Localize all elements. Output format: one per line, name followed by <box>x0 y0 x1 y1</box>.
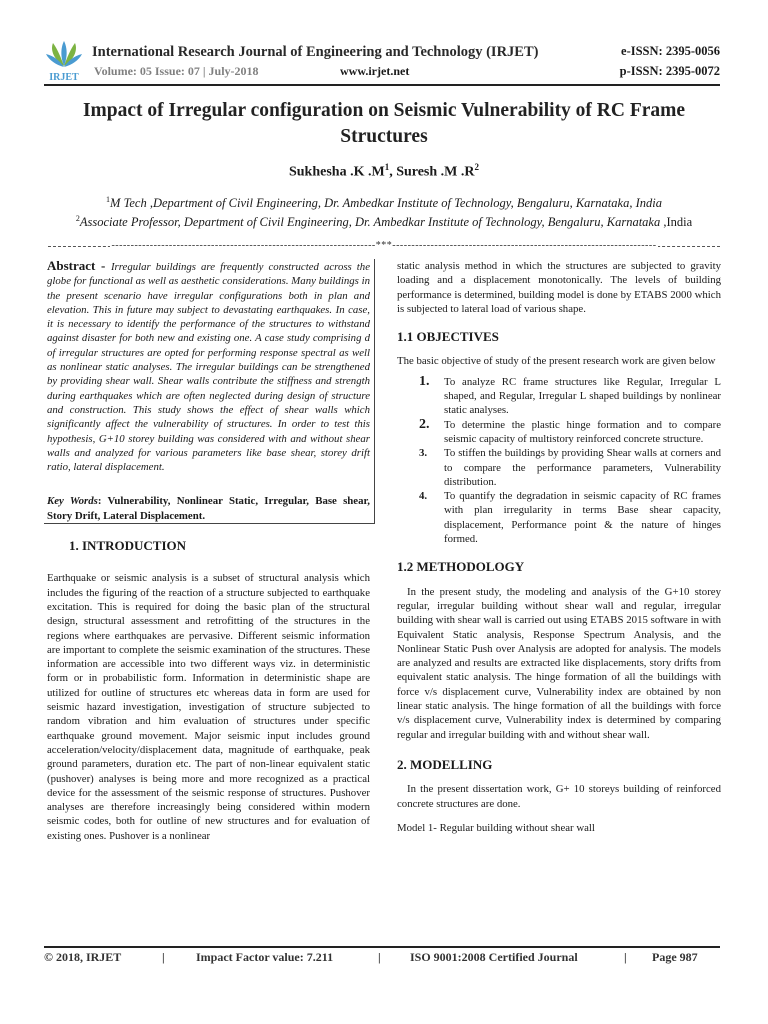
list-item: 2. To determine the plastic hinge formation and to compare seismic capacity of multistory reinforced concrete structure. <box>419 416 721 445</box>
author-1-sup: 1 <box>384 162 390 172</box>
list-item: 1. To analyze RC frame structures like Regular, Irregular L shaped, and Regular, Irregular L shaped buildings by nonlinear static analyses. <box>419 373 721 417</box>
affiliation-2: $^2$Associate Professor, Department of Civil Engineering, Dr. Ambedkar Institute of Technology, Bengaluru, Karnataka ,India <box>75 214 693 230</box>
abstract <box>47 259 370 474</box>
affiliation-1: $^1$M Tech ,Department of Civil Engineering, Dr. Ambedkar Institute of Technology, Bengaluru, Karnataka, India <box>106 195 662 211</box>
author-2-sup: 2 <box>474 162 479 172</box>
objectives-heading: 1.1 OBJECTIVES <box>397 329 499 345</box>
footer-rule <box>44 946 720 948</box>
model-1-caption: Model 1- Regular building without shear wall <box>397 821 595 834</box>
modelling-heading: 2. MODELLING <box>397 756 493 772</box>
affiliations <box>60 192 708 230</box>
intro-text: Earthquake or seismic analysis is a subset of structural analysis which includes the figuring of the reaction of a structure subjected to earthquake excitation. This is required for doing the basic plan of the structural design, structural assessment and retrofitting of the structures in the regions where earthquakes are pervasive. Different seismic information are important to complete the seismic examination of the structures. These information are accessible into two different ways viz. in deterministic form or in probabilistic form. Information in deterministic shape are utilized for outline of structures etc whereas data in form are used for seismic hazard investigation, investigation of structure subjected to random vibration and him evaluation of structures under specific earthquake ground movement. Major seismic input includes ground acceleration/velocity/displacement data, magnitude of earthquake, peak ground parameters, duration etc. The part of non-linear equivalent static (pushover) analyses is being more and more recognized as a practical device for the assessment of the seismic response of structures. Pushover analyses are therefore increasingly being considered within modern seismic codes, both for outline of new structures and for evaluation of existing ones. Pushover is a nonlinear <box>47 572 370 842</box>
authors <box>0 162 768 181</box>
footer-separator: | <box>162 950 165 964</box>
p-issn: p-ISSN: 2395-0072 <box>619 64 720 78</box>
volume-issue: Volume: 05 Issue: 07 | July-2018 <box>94 64 259 78</box>
list-item: 3. To stiffen the buildings by providing Shear walls at corners and to compare the performance parameters, Vulnerability distribution. <box>419 447 721 488</box>
list-item: 4. To quantify the degradation in seismic capacity of RC frames with plan irregularity in terms Base shear capacity, displacement, Performance point & the nature of hinges formed. <box>419 490 721 546</box>
page-number: Page 987 <box>652 950 698 964</box>
right-column <box>397 259 721 835</box>
author-1: Sukhesha .K .M <box>288 164 385 180</box>
abstract-text: Irregular buildings are frequently constructed across the globe for functional as well as aesthetic considerations. Many buildings in the present scenario have irregular configurations both in plan and elevation. This in future may subject to devastating earthquakes. In case, it is necessary to identify the performance of the structures to withstand against disaster for both new and existing one. A case study comprising d of irregular structures are opted for performing response spectral as well as nonlinear static analyses. The irregular buildings can be strengthened by providing shear wall. Shear walls contribute the stiffness and strength during earthquakes which are often neglected during design of structure and construction. This study shows the effect of shear walls which significantly affect the vulnerability of structures. In order to test this hypothesis, G+10 storey building was considered with and without shear walls and analyzed for various parameters like base shear, storey drift ratio, lateral displacement. <box>47 261 370 474</box>
footer-separator: | <box>624 950 627 964</box>
keywords: Key Words: Vulnerability, Nonlinear Static, Irregular, Base shear, Story Drift, Lateral Displacement. <box>47 495 370 522</box>
copyright: © 2018, IRJET <box>44 950 122 964</box>
journal-name: International Research Journal of Engineering and Technology (IRJET) <box>92 44 539 60</box>
journal-logo <box>44 40 84 82</box>
author-2: Suresh .M .R <box>396 164 475 180</box>
e-issn: e-ISSN: 2395-0056 <box>621 44 720 58</box>
iso-certification: ISO 9001:2008 Certified Journal <box>410 950 578 964</box>
impact-factor: Impact Factor value: 7.211 <box>196 950 334 964</box>
objectives-list <box>397 375 721 547</box>
journal-website[interactable]: www.irjet.net <box>340 64 410 78</box>
methodology-text: In the present study, the modeling and analysis of the G+10 storey regular, irregular building without shear wall and regular, irregular building with shear wall is carried out using ETABS 2015 software in with Equivalent Static analysis, Response Spectrum Analysis, and the Nonlinear Static Push over Analysis are adopted for analysis. The models are analyzed and results are extracted like displacements, story drifts from equivalent static analysis. The hinge formation of all the buildings with force v/s displacement curve, Vulnerability index are obtained by non linear static analysis. The hinge formation of all the buildings with force v/s displacement curve, Vulnerability index is determined by comparing regular and irregular building with and without shear wall. <box>397 585 721 741</box>
objectives-intro: The basic objective of study of the present research work are given below <box>397 355 716 368</box>
abstract-label: Abstract - <box>47 258 111 273</box>
logo-text: IRJET <box>49 72 79 82</box>
modelling-text: In the present dissertation work, G+ 10 storeys building of reinforced concrete structures are done. <box>397 783 721 810</box>
author-separator: , <box>389 164 397 180</box>
section-divider: ---------------------------------------------------------------------***--------------------------------------------------------------------- <box>48 240 720 252</box>
footer-separator: | <box>378 950 381 964</box>
left-column <box>47 259 370 843</box>
methodology-heading: 1.2 METHODOLOGY <box>397 559 525 575</box>
intro-heading: 1. INTRODUCTION <box>69 538 187 554</box>
paper-title: Impact of Irregular configuration on Seismic Vulnerability of RC Frame Structures <box>82 100 686 147</box>
header-rule <box>44 84 720 86</box>
intro-continued: static analysis method in which the structures are subjected to gravity loading and a displacement monotonically. The levels of building performance is determined, building model is done by ETABS 2000 which is subjected to lateral load of various shape. <box>397 260 721 315</box>
